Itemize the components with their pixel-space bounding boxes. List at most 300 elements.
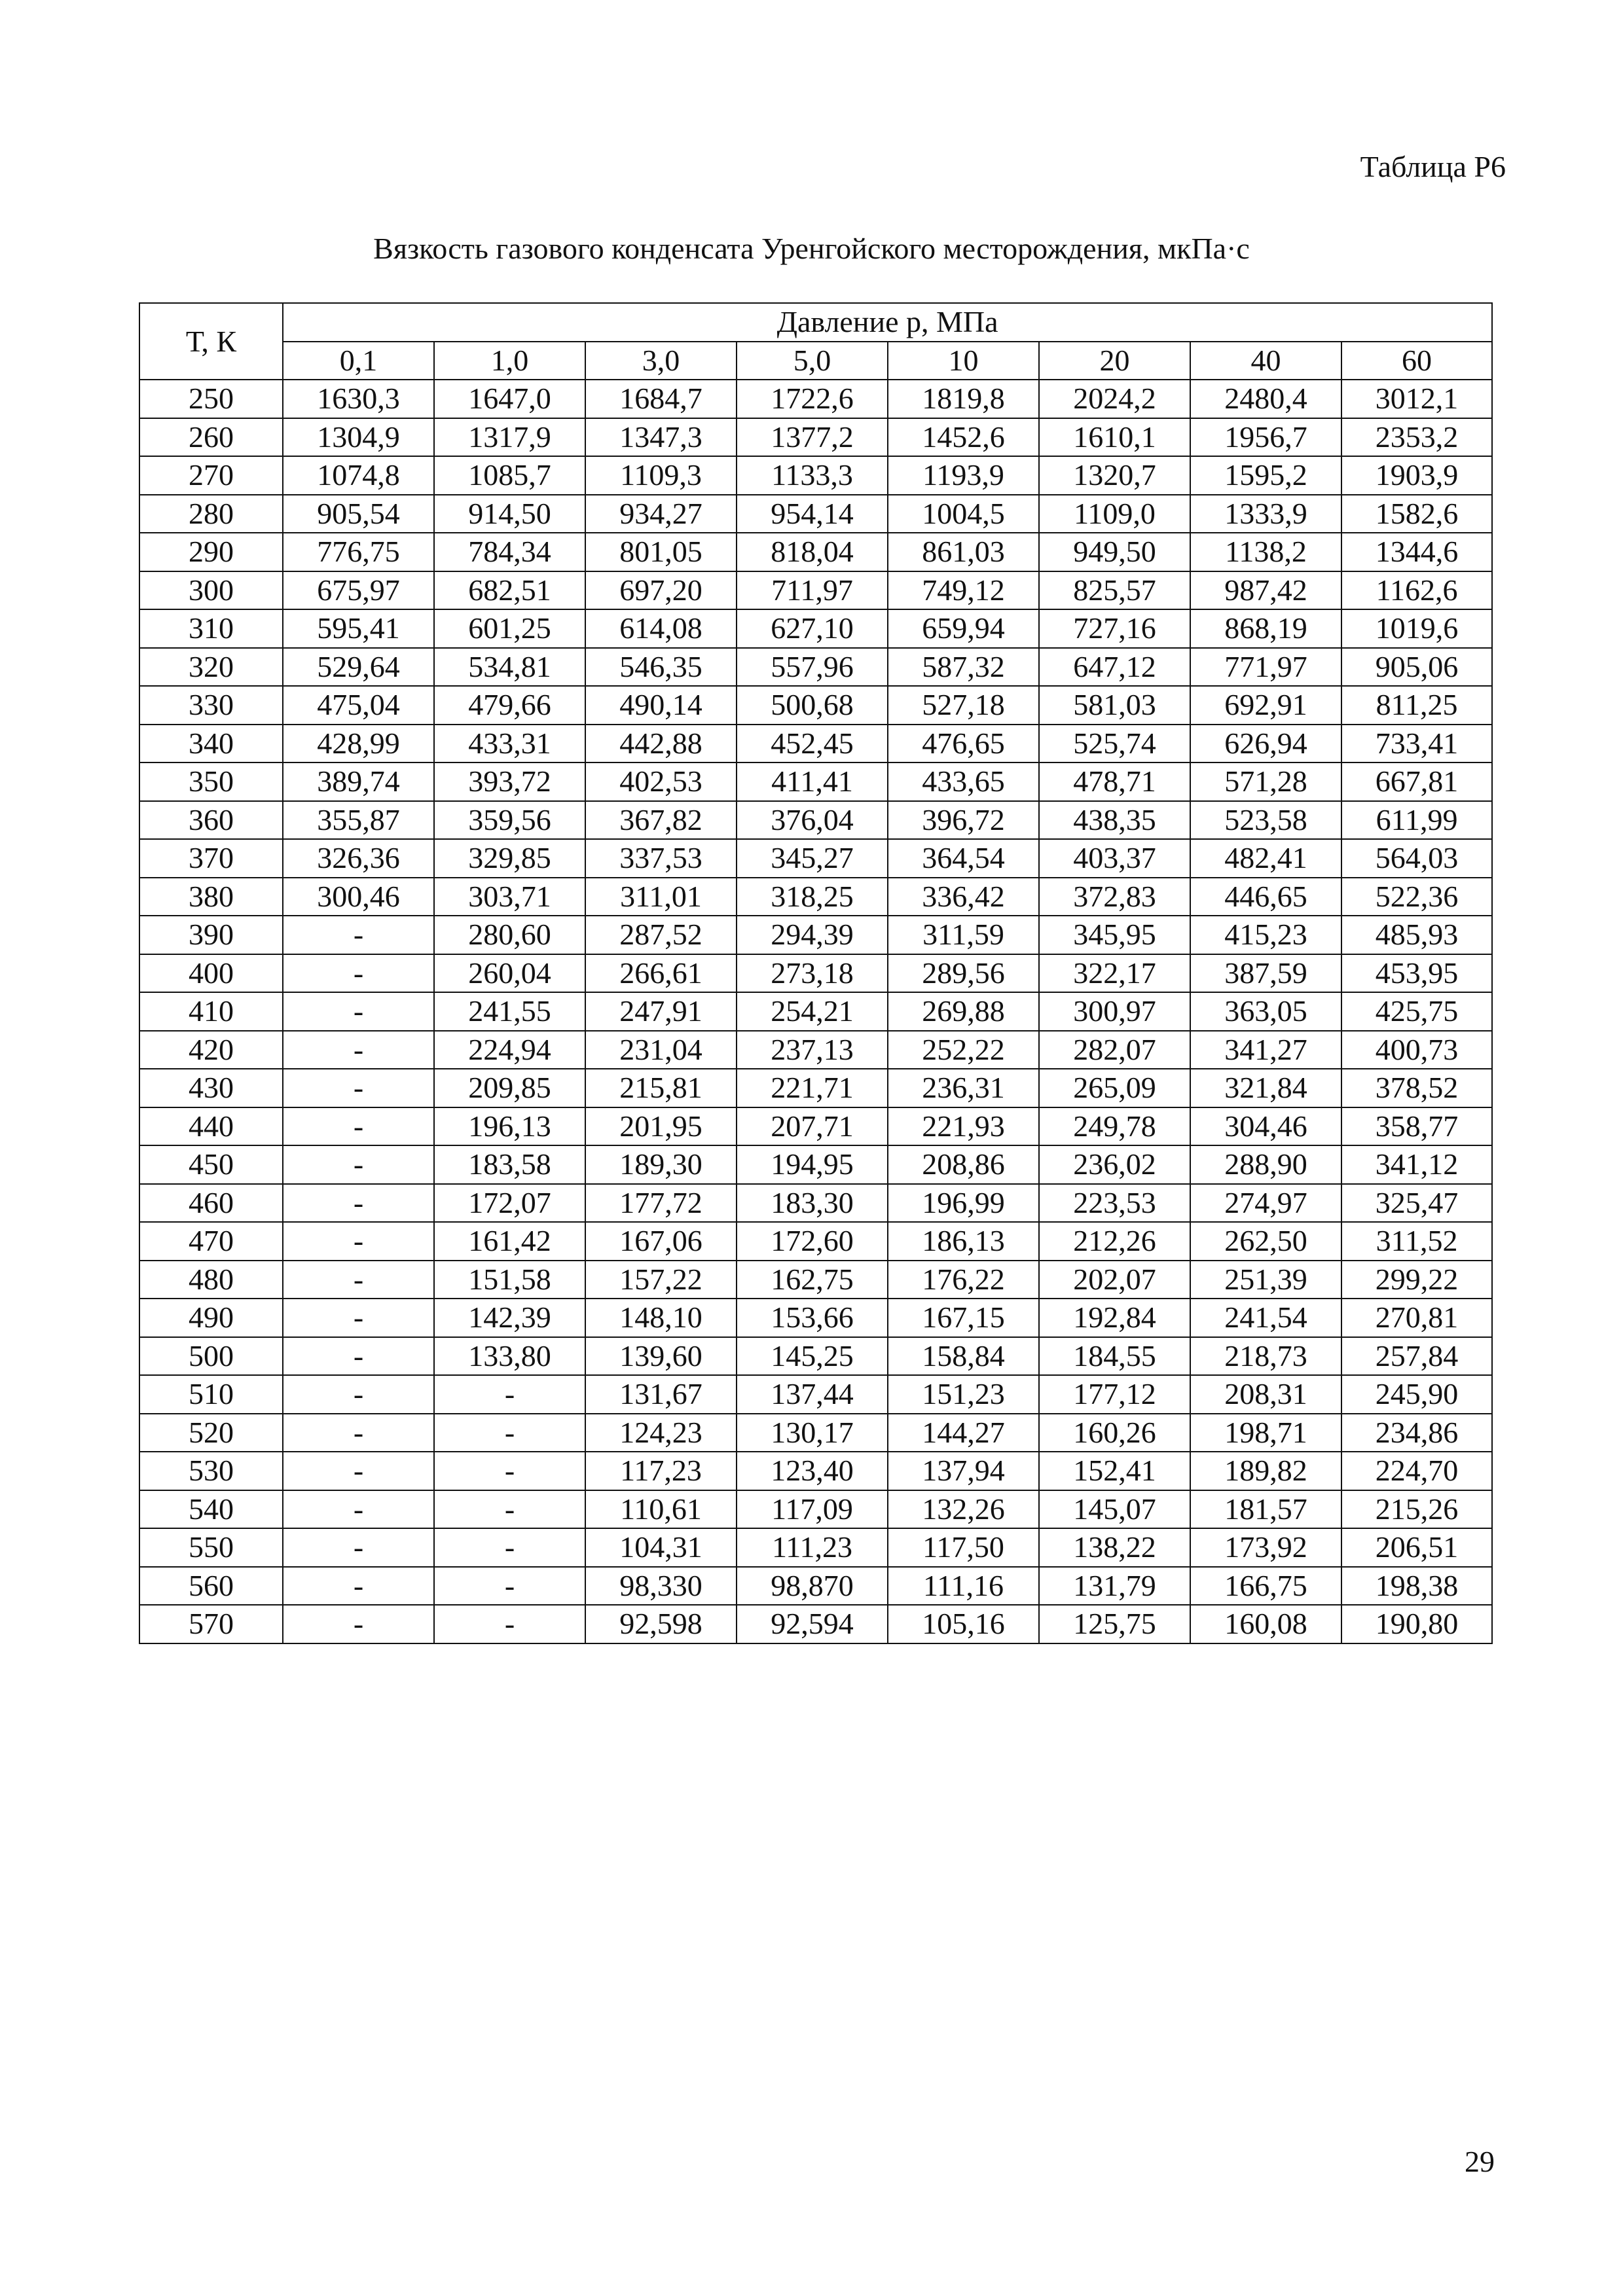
viscosity-cell: 236,02 xyxy=(1039,1145,1190,1184)
viscosity-cell: 329,85 xyxy=(434,839,585,878)
temperature-cell: 260 xyxy=(139,418,283,457)
viscosity-cell: 1333,9 xyxy=(1190,495,1341,533)
viscosity-cell: 145,07 xyxy=(1039,1490,1190,1529)
viscosity-cell: 303,71 xyxy=(434,878,585,916)
viscosity-cell: 98,870 xyxy=(737,1567,888,1605)
viscosity-cell: 208,86 xyxy=(888,1145,1039,1184)
viscosity-cell: 522,36 xyxy=(1341,878,1492,916)
viscosity-cell: 137,44 xyxy=(737,1375,888,1414)
viscosity-cell: - xyxy=(283,1375,434,1414)
viscosity-cell: 801,05 xyxy=(585,533,737,571)
viscosity-cell: 131,79 xyxy=(1039,1567,1190,1605)
table-row xyxy=(139,1222,1492,1261)
viscosity-cell: - xyxy=(434,1414,585,1452)
header-row-top xyxy=(139,303,1492,342)
viscosity-cell: - xyxy=(283,1069,434,1107)
viscosity-cell: 1452,6 xyxy=(888,418,1039,457)
viscosity-cell: 160,26 xyxy=(1039,1414,1190,1452)
viscosity-cell: 196,13 xyxy=(434,1107,585,1146)
viscosity-cell: 1630,3 xyxy=(283,380,434,418)
viscosity-cell: 289,56 xyxy=(888,954,1039,993)
viscosity-cell: 311,59 xyxy=(888,916,1039,954)
viscosity-cell: 733,41 xyxy=(1341,725,1492,763)
table-row xyxy=(139,839,1492,878)
viscosity-cell: 249,78 xyxy=(1039,1107,1190,1146)
viscosity-cell: 138,22 xyxy=(1039,1528,1190,1567)
viscosity-cell: 949,50 xyxy=(1039,533,1190,571)
viscosity-cell: 1193,9 xyxy=(888,456,1039,495)
viscosity-cell: 194,95 xyxy=(737,1145,888,1184)
viscosity-cell: 355,87 xyxy=(283,801,434,840)
table-label: Таблица Р6 xyxy=(1360,150,1506,183)
temperature-cell: 520 xyxy=(139,1414,283,1452)
viscosity-cell: - xyxy=(283,1528,434,1567)
viscosity-cell: 224,94 xyxy=(434,1031,585,1069)
table-row xyxy=(139,456,1492,495)
viscosity-cell: 3012,1 xyxy=(1341,380,1492,418)
viscosity-cell: 177,72 xyxy=(585,1184,737,1223)
table-row xyxy=(139,878,1492,916)
viscosity-cell: 173,92 xyxy=(1190,1528,1341,1567)
viscosity-cell: 325,47 xyxy=(1341,1184,1492,1223)
viscosity-cell: 167,15 xyxy=(888,1299,1039,1337)
viscosity-cell: - xyxy=(283,1184,434,1223)
table-row xyxy=(139,1452,1492,1490)
viscosity-cell: 905,54 xyxy=(283,495,434,533)
viscosity-table xyxy=(139,302,1493,1644)
viscosity-cell: 400,73 xyxy=(1341,1031,1492,1069)
viscosity-cell: 1595,2 xyxy=(1190,456,1341,495)
viscosity-cell: 1582,6 xyxy=(1341,495,1492,533)
pressure-header-cell: 40 xyxy=(1190,342,1341,380)
pressure-header-cell: 3,0 xyxy=(585,342,737,380)
viscosity-cell: 1610,1 xyxy=(1039,418,1190,457)
viscosity-cell: 811,25 xyxy=(1341,686,1492,725)
viscosity-cell: 172,07 xyxy=(434,1184,585,1223)
header-row-pressures xyxy=(139,342,1492,380)
viscosity-cell: 1819,8 xyxy=(888,380,1039,418)
viscosity-cell: 137,94 xyxy=(888,1452,1039,1490)
viscosity-cell: 201,95 xyxy=(585,1107,737,1146)
temperature-cell: 250 xyxy=(139,380,283,418)
viscosity-cell: 667,81 xyxy=(1341,762,1492,801)
viscosity-cell: 125,75 xyxy=(1039,1605,1190,1643)
viscosity-cell: 257,84 xyxy=(1341,1337,1492,1376)
viscosity-cell: 564,03 xyxy=(1341,839,1492,878)
viscosity-cell: 198,38 xyxy=(1341,1567,1492,1605)
viscosity-cell: 428,99 xyxy=(283,725,434,763)
viscosity-cell: 124,23 xyxy=(585,1414,737,1452)
viscosity-cell: 697,20 xyxy=(585,571,737,610)
viscosity-cell: 1903,9 xyxy=(1341,456,1492,495)
viscosity-cell: 387,59 xyxy=(1190,954,1341,993)
viscosity-cell: 345,27 xyxy=(737,839,888,878)
viscosity-cell: 245,90 xyxy=(1341,1375,1492,1414)
viscosity-cell: 273,18 xyxy=(737,954,888,993)
viscosity-cell: 237,13 xyxy=(737,1031,888,1069)
viscosity-cell: 221,71 xyxy=(737,1069,888,1107)
viscosity-cell: 98,330 xyxy=(585,1567,737,1605)
table-row xyxy=(139,992,1492,1031)
viscosity-cell: 260,04 xyxy=(434,954,585,993)
temperature-cell: 350 xyxy=(139,762,283,801)
viscosity-cell: 364,54 xyxy=(888,839,1039,878)
viscosity-cell: 160,08 xyxy=(1190,1605,1341,1643)
viscosity-cell: - xyxy=(283,1107,434,1146)
viscosity-cell: 336,42 xyxy=(888,878,1039,916)
table-row xyxy=(139,1145,1492,1184)
viscosity-cell: 183,30 xyxy=(737,1184,888,1223)
page-number: 29 xyxy=(1465,2145,1495,2178)
viscosity-cell: 221,93 xyxy=(888,1107,1039,1146)
table-row xyxy=(139,1261,1492,1299)
viscosity-cell: 181,57 xyxy=(1190,1490,1341,1529)
viscosity-cell: 711,97 xyxy=(737,571,888,610)
viscosity-cell: 727,16 xyxy=(1039,609,1190,648)
viscosity-cell: 776,75 xyxy=(283,533,434,571)
viscosity-cell: 1304,9 xyxy=(283,418,434,457)
viscosity-cell: 2024,2 xyxy=(1039,380,1190,418)
temperature-cell: 500 xyxy=(139,1337,283,1376)
viscosity-cell: 525,74 xyxy=(1039,725,1190,763)
temperature-cell: 370 xyxy=(139,839,283,878)
viscosity-cell: 130,17 xyxy=(737,1414,888,1452)
viscosity-cell: 1074,8 xyxy=(283,456,434,495)
viscosity-cell: 914,50 xyxy=(434,495,585,533)
temperature-cell: 450 xyxy=(139,1145,283,1184)
viscosity-cell: 223,53 xyxy=(1039,1184,1190,1223)
viscosity-cell: 1138,2 xyxy=(1190,533,1341,571)
temperature-cell: 490 xyxy=(139,1299,283,1337)
viscosity-cell: 825,57 xyxy=(1039,571,1190,610)
viscosity-cell: 438,35 xyxy=(1039,801,1190,840)
temperature-cell: 320 xyxy=(139,648,283,687)
viscosity-cell: 452,45 xyxy=(737,725,888,763)
viscosity-cell: - xyxy=(434,1375,585,1414)
temperature-cell: 410 xyxy=(139,992,283,1031)
viscosity-cell: 1956,7 xyxy=(1190,418,1341,457)
viscosity-cell: 206,51 xyxy=(1341,1528,1492,1567)
viscosity-cell: 446,65 xyxy=(1190,878,1341,916)
temperature-cell: 460 xyxy=(139,1184,283,1223)
temperature-cell: 390 xyxy=(139,916,283,954)
viscosity-cell: 861,03 xyxy=(888,533,1039,571)
viscosity-cell: 954,14 xyxy=(737,495,888,533)
viscosity-cell: 318,25 xyxy=(737,878,888,916)
viscosity-cell: 749,12 xyxy=(888,571,1039,610)
temperature-cell: 380 xyxy=(139,878,283,916)
table-caption: Вязкость газового конденсата Уренгойского месторождения, мкПа·с xyxy=(373,232,1250,265)
viscosity-cell: 212,26 xyxy=(1039,1222,1190,1261)
viscosity-cell: - xyxy=(283,1145,434,1184)
viscosity-cell: 241,55 xyxy=(434,992,585,1031)
viscosity-cell: 433,31 xyxy=(434,725,585,763)
viscosity-cell: 1320,7 xyxy=(1039,456,1190,495)
viscosity-cell: 215,81 xyxy=(585,1069,737,1107)
temperature-cell: 560 xyxy=(139,1567,283,1605)
temperature-cell: 550 xyxy=(139,1528,283,1567)
viscosity-cell: 300,46 xyxy=(283,878,434,916)
viscosity-cell: 117,09 xyxy=(737,1490,888,1529)
viscosity-cell: 304,46 xyxy=(1190,1107,1341,1146)
table-row xyxy=(139,1337,1492,1376)
viscosity-cell: 626,94 xyxy=(1190,725,1341,763)
temperature-cell: 440 xyxy=(139,1107,283,1146)
viscosity-cell: 287,52 xyxy=(585,916,737,954)
viscosity-cell: 453,95 xyxy=(1341,954,1492,993)
pressure-header-cell: 10 xyxy=(888,342,1039,380)
viscosity-cell: 311,01 xyxy=(585,878,737,916)
viscosity-cell: 192,84 xyxy=(1039,1299,1190,1337)
table-row xyxy=(139,1414,1492,1452)
viscosity-cell: 270,81 xyxy=(1341,1299,1492,1337)
viscosity-cell: 411,41 xyxy=(737,762,888,801)
viscosity-cell: 529,64 xyxy=(283,648,434,687)
viscosity-cell: 611,99 xyxy=(1341,801,1492,840)
viscosity-cell: - xyxy=(283,1337,434,1376)
viscosity-cell: 614,08 xyxy=(585,609,737,648)
temperature-cell: 530 xyxy=(139,1452,283,1490)
table-row xyxy=(139,1069,1492,1107)
viscosity-cell: 198,71 xyxy=(1190,1414,1341,1452)
table-row xyxy=(139,571,1492,610)
viscosity-cell: 557,96 xyxy=(737,648,888,687)
viscosity-cell: 358,77 xyxy=(1341,1107,1492,1146)
table-row xyxy=(139,1031,1492,1069)
viscosity-cell: 145,25 xyxy=(737,1337,888,1376)
viscosity-cell: 378,52 xyxy=(1341,1069,1492,1107)
viscosity-cell: 252,22 xyxy=(888,1031,1039,1069)
viscosity-cell: 326,36 xyxy=(283,839,434,878)
viscosity-cell: - xyxy=(434,1605,585,1643)
viscosity-cell: 152,41 xyxy=(1039,1452,1190,1490)
viscosity-cell: 389,74 xyxy=(283,762,434,801)
viscosity-cell: 1004,5 xyxy=(888,495,1039,533)
viscosity-cell: 587,32 xyxy=(888,648,1039,687)
viscosity-cell: 784,34 xyxy=(434,533,585,571)
viscosity-cell: 1317,9 xyxy=(434,418,585,457)
table-row xyxy=(139,1184,1492,1223)
table-row xyxy=(139,1490,1492,1529)
table-row xyxy=(139,1107,1492,1146)
viscosity-cell: 682,51 xyxy=(434,571,585,610)
table-row xyxy=(139,1605,1492,1643)
viscosity-cell: - xyxy=(434,1490,585,1529)
temperature-cell: 420 xyxy=(139,1031,283,1069)
viscosity-cell: 675,97 xyxy=(283,571,434,610)
temperature-cell: 340 xyxy=(139,725,283,763)
viscosity-cell: 402,53 xyxy=(585,762,737,801)
viscosity-cell: 1344,6 xyxy=(1341,533,1492,571)
viscosity-cell: 478,71 xyxy=(1039,762,1190,801)
viscosity-cell: 167,06 xyxy=(585,1222,737,1261)
viscosity-cell: 111,16 xyxy=(888,1567,1039,1605)
viscosity-cell: 1085,7 xyxy=(434,456,585,495)
viscosity-cell: 321,84 xyxy=(1190,1069,1341,1107)
temperature-cell: 280 xyxy=(139,495,283,533)
viscosity-cell: 581,03 xyxy=(1039,686,1190,725)
viscosity-cell: - xyxy=(283,1414,434,1452)
viscosity-cell: 231,04 xyxy=(585,1031,737,1069)
viscosity-cell: 345,95 xyxy=(1039,916,1190,954)
viscosity-cell: - xyxy=(283,1261,434,1299)
pressure-header-cell: 1,0 xyxy=(434,342,585,380)
viscosity-cell: 207,71 xyxy=(737,1107,888,1146)
viscosity-cell: 934,27 xyxy=(585,495,737,533)
viscosity-cell: 247,91 xyxy=(585,992,737,1031)
viscosity-cell: 403,37 xyxy=(1039,839,1190,878)
viscosity-cell: 104,31 xyxy=(585,1528,737,1567)
temperature-cell: 310 xyxy=(139,609,283,648)
viscosity-cell: - xyxy=(283,992,434,1031)
viscosity-cell: - xyxy=(283,1031,434,1069)
viscosity-cell: 500,68 xyxy=(737,686,888,725)
viscosity-cell: 176,22 xyxy=(888,1261,1039,1299)
pressure-header-cell: 5,0 xyxy=(737,342,888,380)
viscosity-cell: 442,88 xyxy=(585,725,737,763)
viscosity-cell: 475,04 xyxy=(283,686,434,725)
viscosity-cell: 868,19 xyxy=(1190,609,1341,648)
viscosity-cell: - xyxy=(283,1299,434,1337)
viscosity-cell: 139,60 xyxy=(585,1337,737,1376)
viscosity-cell: 692,91 xyxy=(1190,686,1341,725)
temperature-cell: 540 xyxy=(139,1490,283,1529)
viscosity-cell: 117,50 xyxy=(888,1528,1039,1567)
viscosity-cell: 415,23 xyxy=(1190,916,1341,954)
temperature-cell: 400 xyxy=(139,954,283,993)
viscosity-cell: 1133,3 xyxy=(737,456,888,495)
viscosity-cell: 177,12 xyxy=(1039,1375,1190,1414)
viscosity-cell: 142,39 xyxy=(434,1299,585,1337)
table-row xyxy=(139,725,1492,763)
viscosity-cell: 1377,2 xyxy=(737,418,888,457)
viscosity-cell: 269,88 xyxy=(888,992,1039,1031)
viscosity-cell: 1647,0 xyxy=(434,380,585,418)
viscosity-cell: 372,83 xyxy=(1039,878,1190,916)
viscosity-cell: - xyxy=(283,1222,434,1261)
viscosity-cell: - xyxy=(434,1567,585,1605)
viscosity-cell: 534,81 xyxy=(434,648,585,687)
viscosity-cell: 172,60 xyxy=(737,1222,888,1261)
viscosity-cell: 523,58 xyxy=(1190,801,1341,840)
viscosity-cell: 393,72 xyxy=(434,762,585,801)
temperature-header: Т, К xyxy=(139,303,283,380)
viscosity-cell: 280,60 xyxy=(434,916,585,954)
viscosity-cell: 341,27 xyxy=(1190,1031,1341,1069)
viscosity-cell: 186,13 xyxy=(888,1222,1039,1261)
viscosity-cell: 166,75 xyxy=(1190,1567,1341,1605)
viscosity-cell: 132,26 xyxy=(888,1490,1039,1529)
table-row xyxy=(139,380,1492,418)
viscosity-cell: 92,598 xyxy=(585,1605,737,1643)
viscosity-cell: 359,56 xyxy=(434,801,585,840)
viscosity-cell: 647,12 xyxy=(1039,648,1190,687)
viscosity-cell: 595,41 xyxy=(283,609,434,648)
table-body xyxy=(139,380,1492,1643)
viscosity-cell: 117,23 xyxy=(585,1452,737,1490)
viscosity-cell: 110,61 xyxy=(585,1490,737,1529)
viscosity-cell: 151,23 xyxy=(888,1375,1039,1414)
viscosity-cell: 322,17 xyxy=(1039,954,1190,993)
viscosity-cell: - xyxy=(283,1452,434,1490)
viscosity-cell: 1162,6 xyxy=(1341,571,1492,610)
viscosity-cell: 1684,7 xyxy=(585,380,737,418)
viscosity-cell: 189,82 xyxy=(1190,1452,1341,1490)
temperature-cell: 290 xyxy=(139,533,283,571)
viscosity-cell: 202,07 xyxy=(1039,1261,1190,1299)
viscosity-cell: 2480,4 xyxy=(1190,380,1341,418)
table-row xyxy=(139,533,1492,571)
viscosity-cell: 161,42 xyxy=(434,1222,585,1261)
viscosity-cell: 571,28 xyxy=(1190,762,1341,801)
viscosity-cell: 476,65 xyxy=(888,725,1039,763)
viscosity-cell: 133,80 xyxy=(434,1337,585,1376)
viscosity-cell: 224,70 xyxy=(1341,1452,1492,1490)
viscosity-cell: 131,67 xyxy=(585,1375,737,1414)
table-row xyxy=(139,609,1492,648)
table-row xyxy=(139,1567,1492,1605)
viscosity-cell: 337,53 xyxy=(585,839,737,878)
viscosity-cell: 215,26 xyxy=(1341,1490,1492,1529)
viscosity-cell: 311,52 xyxy=(1341,1222,1492,1261)
temperature-cell: 300 xyxy=(139,571,283,610)
viscosity-cell: 2353,2 xyxy=(1341,418,1492,457)
viscosity-cell: - xyxy=(434,1452,585,1490)
viscosity-cell: 376,04 xyxy=(737,801,888,840)
viscosity-cell: 266,61 xyxy=(585,954,737,993)
viscosity-cell: 905,06 xyxy=(1341,648,1492,687)
viscosity-cell: - xyxy=(434,1528,585,1567)
table-row xyxy=(139,686,1492,725)
viscosity-cell: 546,35 xyxy=(585,648,737,687)
viscosity-cell: 485,93 xyxy=(1341,916,1492,954)
pressure-header-cell: 20 xyxy=(1039,342,1190,380)
table-row xyxy=(139,648,1492,687)
viscosity-cell: 659,94 xyxy=(888,609,1039,648)
temperature-cell: 510 xyxy=(139,1375,283,1414)
viscosity-cell: 1019,6 xyxy=(1341,609,1492,648)
table-row xyxy=(139,916,1492,954)
viscosity-cell: 527,18 xyxy=(888,686,1039,725)
viscosity-cell: 299,22 xyxy=(1341,1261,1492,1299)
viscosity-cell: - xyxy=(283,1567,434,1605)
viscosity-cell: 234,86 xyxy=(1341,1414,1492,1452)
viscosity-cell: - xyxy=(283,1490,434,1529)
viscosity-cell: 111,23 xyxy=(737,1528,888,1567)
viscosity-cell: 294,39 xyxy=(737,916,888,954)
viscosity-cell: 236,31 xyxy=(888,1069,1039,1107)
viscosity-cell: 288,90 xyxy=(1190,1145,1341,1184)
viscosity-cell: 196,99 xyxy=(888,1184,1039,1223)
viscosity-cell: 771,97 xyxy=(1190,648,1341,687)
temperature-cell: 430 xyxy=(139,1069,283,1107)
viscosity-cell: 105,16 xyxy=(888,1605,1039,1643)
temperature-cell: 570 xyxy=(139,1605,283,1643)
viscosity-cell: 341,12 xyxy=(1341,1145,1492,1184)
viscosity-cell: 157,22 xyxy=(585,1261,737,1299)
viscosity-cell: 148,10 xyxy=(585,1299,737,1337)
viscosity-cell: 158,84 xyxy=(888,1337,1039,1376)
viscosity-cell: 184,55 xyxy=(1039,1337,1190,1376)
temperature-cell: 470 xyxy=(139,1222,283,1261)
viscosity-cell: - xyxy=(283,916,434,954)
viscosity-cell: 208,31 xyxy=(1190,1375,1341,1414)
viscosity-cell: 300,97 xyxy=(1039,992,1190,1031)
temperature-cell: 330 xyxy=(139,686,283,725)
viscosity-cell: 367,82 xyxy=(585,801,737,840)
viscosity-cell: 627,10 xyxy=(737,609,888,648)
viscosity-cell: 363,05 xyxy=(1190,992,1341,1031)
